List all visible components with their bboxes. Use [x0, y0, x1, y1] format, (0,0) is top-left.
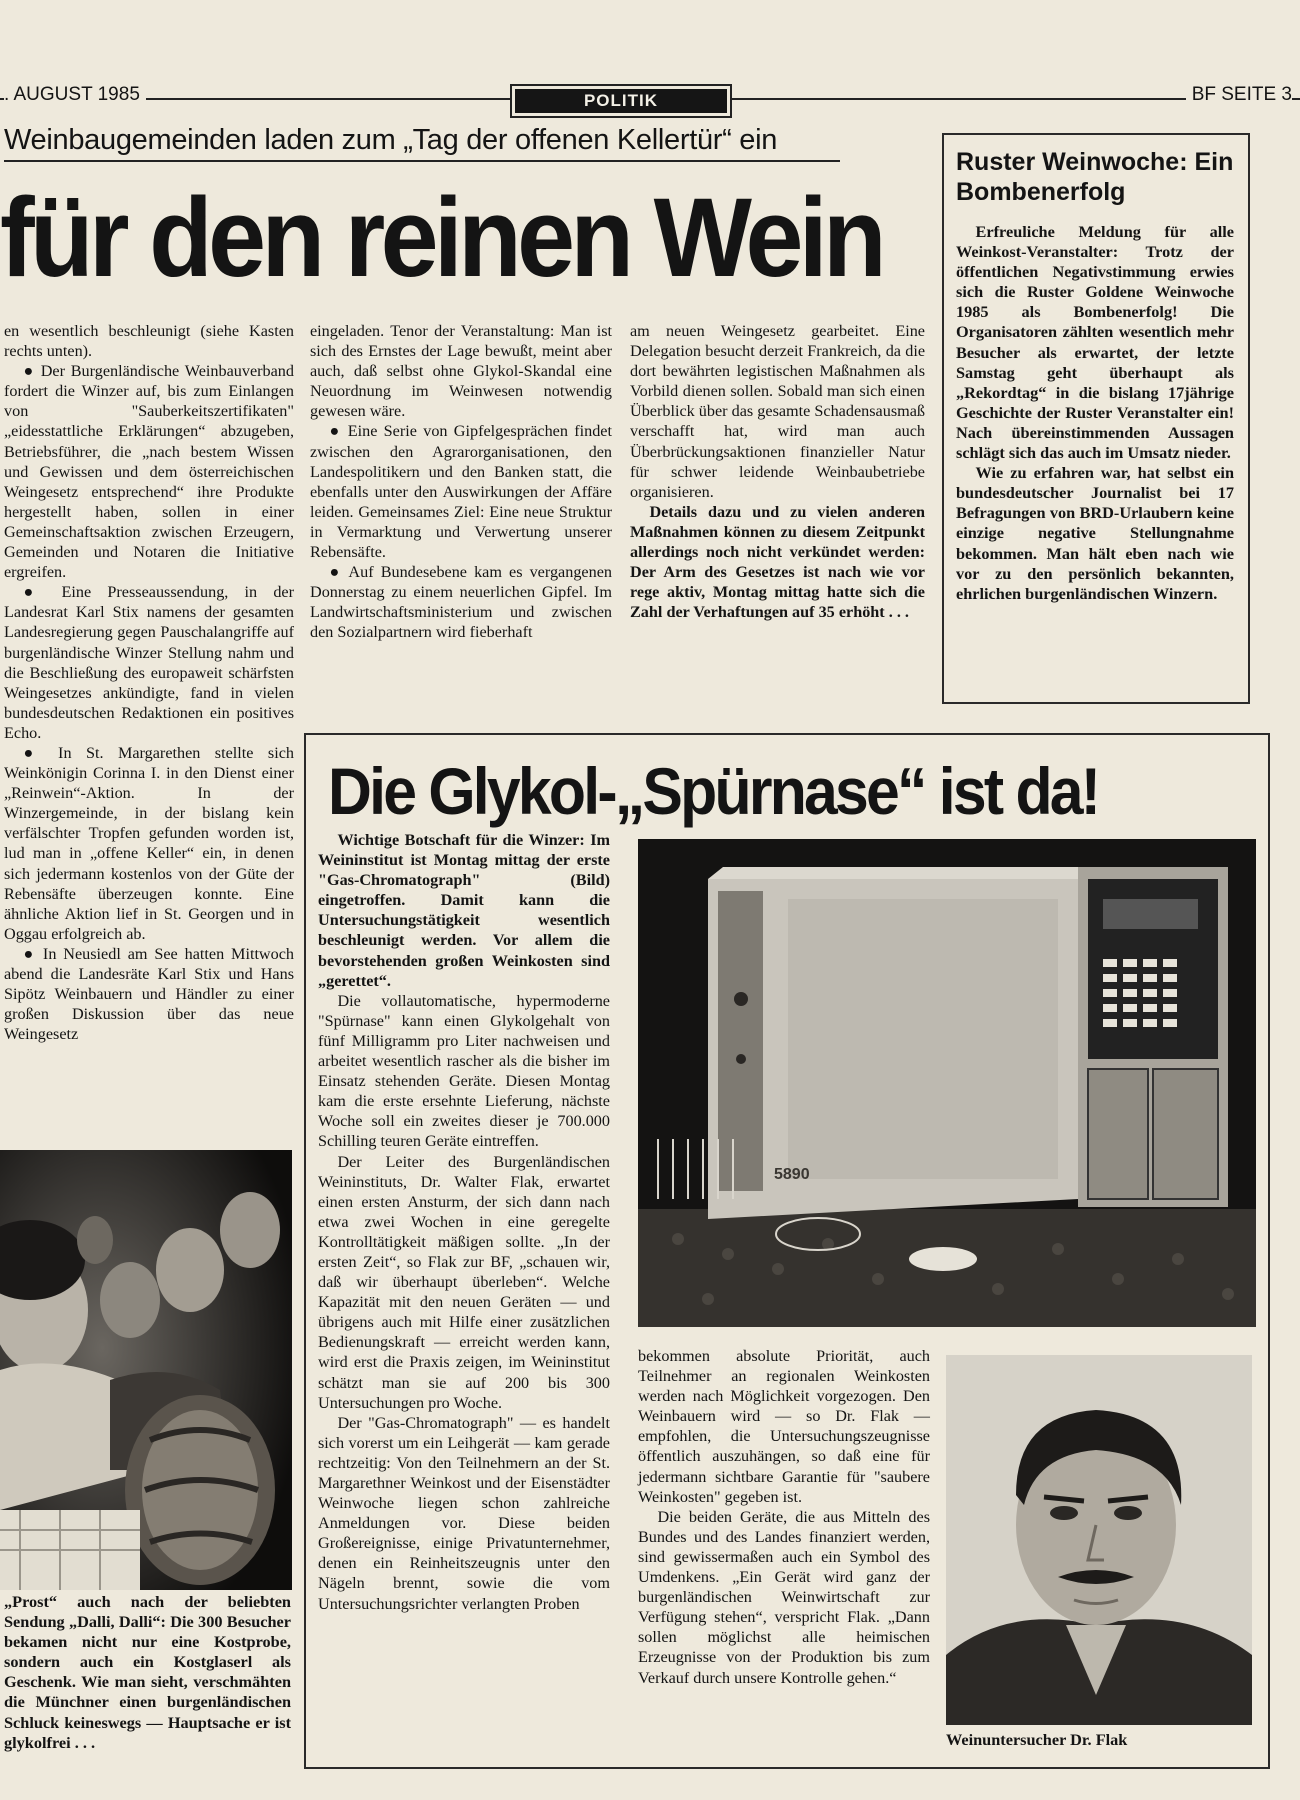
article2-lead: Wichtige Botschaft für die Winzer: Im Weininstitut ist Montag mittag der erste "Gas-Chromatograph" (Bild) eingetroffen. Damit kann die Untersuchungstätigkeit wesentlich beschleunigt werden. Vor allem die bevorstehenden großen Weinkosten sind „gerettet“.	[318, 831, 610, 990]
sidebar-title: Ruster Weinwoche: Ein Bombenerfolg	[956, 148, 1234, 206]
paragraph: ● In St. Margarethen stellte sich Weinkönigin Corinna I. in den Dienst einer „Reinwein“-Aktion. In der Winzergemeinde, in der bislang kein verfälschter Tropfen gefunden worden ist, lud man in „offene Keller“ ein, in denen sich jedermann kostenlos von der Güte der Rebensäfte überzeugen konnte. Eine ähnliche Aktion lief in St. Georgen und in Oggau erfolgreich ab.	[4, 743, 294, 943]
section-label: POLITIK	[515, 89, 727, 113]
portrait-illustration	[946, 1355, 1252, 1725]
sidebar-box	[942, 133, 1250, 704]
sidebar-body	[956, 222, 1234, 604]
article2-column-1	[318, 830, 610, 1614]
article-headline: für den reinen Wein	[0, 175, 883, 300]
crowd-photo-caption: „Prost“ auch nach der beliebten Sendung „Dalli, Dalli“: Die 300 Besucher bekamen nicht nur eine Kostprobe, sondern auch ein Kostglaserl als Geschenk. Wie man sieht, verschmähten die Münchner einen burgenländischen Schluck keineswegs — Hauptsache er ist glykolfrei . . .	[4, 1592, 291, 1752]
device-model-label: 5890	[774, 1166, 810, 1183]
paragraph: Die vollautomatische, hypermoderne "Spürnase" kann einen Glykolgehalt von fünf Milligramm pro Liter nachweisen und arbeitet wesentlich rascher als die bisher im Einsatz stehenden Geräte. Diesen Montag kam die erste ersehnte Lieferung, nächste Woche soll ein zweites dieser je 700.000 Schilling teuren Geräte eintreffen.	[318, 991, 610, 1151]
crowd-photo	[0, 1150, 292, 1590]
paragraph: ● Eine Serie von Gipfelgesprächen findet zwischen den Agrarorganisationen, den Landespolitikern und den Banken statt, die ebenfalls unter den Auswirkungen der Affäre leiden. Gemeinsames Ziel: Eine neue Struktur in Vermarktung und Verwertung unserer Rebensäfte.	[310, 422, 612, 562]
article-kicker: Weinbaugemeinden laden zum „Tag der offenen Kellertür“ ein	[4, 124, 778, 156]
issue-date: . AUGUST 1985	[4, 84, 146, 106]
portrait-photo	[946, 1355, 1252, 1725]
article-column-1	[4, 321, 294, 1044]
paragraph: ● Der Burgenländische Weinbauverband fordert die Winzer auf, bis zum Einlangen von "Sauberkeitszertifikaten" „eidesstattliche Erklärungen“ abzugeben, Betriebsführer, die „nach bestem Wissen und Gewissen und dem österreichischen Weingesetz entsprechend“ ihre Produkte hergestellt haben, sollen in einer Gemeinschaftsaktion zwischen Erzeugern, Gemeinden und Notaren die Initiative ergreifen.	[4, 362, 294, 582]
portrait-caption: Weinuntersucher Dr. Flak	[946, 1730, 1128, 1749]
chromatograph-illustration	[638, 839, 1256, 1327]
article2-column-2	[638, 1346, 930, 1688]
paragraph: am neuen Weingesetz gearbeitet. Eine Delegation besucht derzeit Frankreich, da die dort bewährten legistischen Maßnahmen als Vorbild dienen sollen. Sobald man sich einen Überblick über das gesamte Schadensausmaß verschafft hat, wird man auch Überbrückungsaktionen finanzieller Natur für schwer leidende Weinbaubetriebe organisieren.	[630, 322, 925, 501]
section-box	[510, 84, 732, 118]
crowd-photo-illustration	[0, 1150, 292, 1590]
paragraph: en wesentlich beschleunigt (siehe Kasten rechts unten).	[4, 322, 294, 361]
article-box	[304, 733, 1270, 1769]
gas-chromatograph-photo	[638, 839, 1256, 1327]
paragraph: Der Leiter des Burgenländischen Weininstituts, Dr. Walter Flak, erwartet einen ersten Ansturm, der sich dann nach etwa zwei Wochen in eine geregelte Kontrolltätigkeit mäßigen sollte. „In der ersten Zeit“, so Flak zur BF, „schauen wir, daß wir überhaupt überleben“. Welche Kapazität mit den neuen Geräten — und übrigens auch mit Hilfe einer zusätzlichen Bedienungskraft — erreicht werden kann, wird erst die Praxis zeigen, im Weininstitut schätzt man sie auf 200 bis 300 Untersuchungen pro Woche.	[318, 1152, 610, 1412]
paragraph: Wie zu erfahren war, hat selbst ein bundesdeutscher Journalist bei 17 Befragungen von BRD-Urlaubern keine einzige negative Stellungnahme bekommen. Man hält eben nach wie vor zu den persönlich bekannten, ehrlichen burgenländischen Winzern.	[956, 463, 1234, 603]
article-column-3	[630, 321, 925, 622]
paragraph: bekommen absolute Priorität, auch Teilnehmer an regionalen Weinkosten werden nach Möglichkeit vorgezogen. Den Weinbauern wird — so Dr. Flak — empfohlen, die Untersuchungszeugnisse öffentlich auszuhängen, so daß eine für jedermann sichtbare Garantie für "saubere Weinkosten" gegeben ist.	[638, 1347, 930, 1506]
paragraph: ● Auf Bundesebene kam es vergangenen Donnerstag zu einem neuerlichen Gipfel. Im Landwirtschaftsministerium und zwischen den Sozialpartnern wird fieberhaft	[310, 563, 612, 642]
page-number: BF SEITE 3	[1186, 84, 1292, 106]
paragraph: Erfreuliche Meldung für alle Weinkost-Veranstalter: Trotz der öffentlichen Negativstimmung erwies sich die Ruster Goldene Weinwoche 1985 als Bombenerfolg! Die Organisatoren zählten wesentlich mehr Besucher als erwartet, der letzte Samstag geht überhaupt als „Rekordtag“ in die bislang 17jährige Geschichte der Ruster Veranstalter ein! Nach übereinstimmenden Aussagen schlägt sich das auch im Umsatz nieder.	[956, 222, 1234, 463]
kicker-underline	[4, 160, 840, 162]
paragraph: Details dazu und zu vielen anderen Maßnahmen können zu diesem Zeitpunkt allerdings noch nicht verkündet werden: Der Arm des Gesetzes ist nach wie vor rege aktiv, Montag mittag hatte sich die Zahl der Verhaftungen auf 35 erhöht . . .	[630, 502, 925, 622]
paragraph: Der "Gas-Chromatograph" — es handelt sich vorerst um ein Leihgerät — kam gerade rechtzeitig: Von den Teilnehmern an der St. Margarethner Weinkost und der Eisenstädter Weinwoche liegen schon zahlreiche Anmeldungen vor. Diese beiden Großereignisse, einige Privatunternehmer, denen ein Reinheitszeugnis unter den Nägeln brennt, sowie die vom Untersuchungsrichter verlangten Proben	[318, 1413, 610, 1613]
paragraph: Die beiden Geräte, die aus Mitteln des Bundes und des Landes finanziert werden, sind gewissermaßen auch ein Symbol des Umdenkens. „Ein Gerät wird ganz der burgenländischen Weinwirtschaft zur Verfügung stehen“, verspricht Flak. „Dann sollen möglichst alle heimischen Erzeugnisse von der Produktion bis zum Verkauf durch unsere Kontrolle gehen.“	[638, 1507, 930, 1687]
article2-headline: Die Glykol-„Spürnase“ ist da!	[328, 754, 1099, 828]
paragraph: ● Eine Presseaussendung, in der Landesrat Karl Stix namens der gesamten Landesregierung gegen Pauschalangriffe auf burgenländische Winzer Stellung nahm und die Beschließung des europaweit schärfsten Weingesetzes ankündigte, fand in vielen bundesdeutschen Redaktionen ein positives Echo.	[4, 583, 294, 742]
article-column-2	[310, 321, 612, 643]
paragraph: ● In Neusiedl am See hatten Mittwoch abend die Landesräte Karl Stix und Hans Sipötz Weinbauern und Händler zu einer großen Diskussion über das neue Weingesetz	[4, 944, 294, 1044]
paragraph: eingeladen. Tenor der Veranstaltung: Man ist sich des Ernstes der Lage bewußt, meint aber auch, daß selbst ohne Glykol-Skandal eine Neuordnung im Weinwesen notwendig gewesen wäre.	[310, 322, 612, 421]
